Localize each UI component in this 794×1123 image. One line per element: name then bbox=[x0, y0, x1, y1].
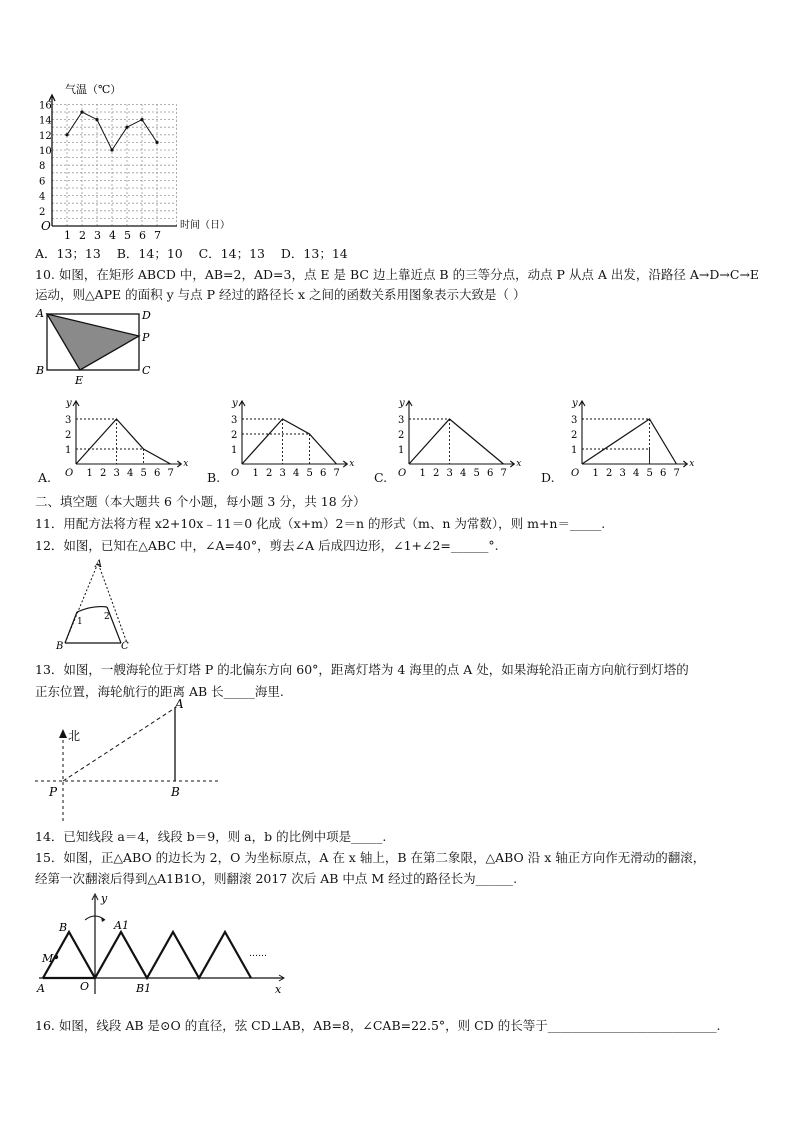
y-tick-label: 3 bbox=[398, 415, 405, 426]
data-point bbox=[125, 126, 128, 129]
x-tick-label: 5 bbox=[646, 468, 653, 479]
y-tick-label: 8 bbox=[39, 161, 46, 173]
function-graph bbox=[582, 419, 677, 464]
q16-text: 16. 如图，线段 AB 是⊙O 的直径，弦 CD⊥AB，AB=8，∠CAB=22.5°，则 CD 的长等于___________________________. bbox=[35, 1018, 721, 1033]
q13-text-line1: 13．如图，一艘海轮位于灯塔 P 的北偏东方向 60°，距离灯塔为 4 海里的点 A 处，如果海轮沿正南方向航行到灯塔的 bbox=[35, 662, 689, 677]
label-b1: B1 bbox=[136, 982, 152, 995]
x-tick-label: 1 bbox=[64, 229, 71, 242]
label-a: A bbox=[37, 982, 45, 995]
graph-axes bbox=[579, 401, 687, 467]
x-tick-label: 5 bbox=[473, 468, 480, 479]
y-tick-label: 3 bbox=[65, 415, 72, 426]
y-tick-label: 2 bbox=[231, 430, 238, 441]
q15-rolling-triangle-figure bbox=[35, 890, 295, 998]
label-2: 2 bbox=[104, 612, 110, 622]
y-tick-label: 1 bbox=[398, 445, 405, 456]
y-tick-label: 16 bbox=[39, 100, 52, 112]
label-b: B bbox=[171, 785, 180, 799]
x-tick-label: 7 bbox=[673, 468, 680, 479]
choice-d-label: D. bbox=[541, 470, 555, 485]
x-tick-labels bbox=[64, 229, 161, 242]
x-tick-label: 5 bbox=[124, 229, 131, 242]
x-axis-title: 时间（日） bbox=[180, 220, 230, 231]
y-tick-label: 2 bbox=[571, 430, 578, 441]
x-tick-label: 1 bbox=[86, 468, 93, 479]
label-c: C bbox=[121, 641, 129, 652]
q10-graph-c bbox=[395, 396, 520, 481]
label-b: B bbox=[56, 641, 64, 652]
x-tick-label: 2 bbox=[433, 468, 440, 479]
choice-b-label: B. bbox=[207, 470, 221, 485]
x-tick-label: 2 bbox=[79, 229, 86, 242]
function-graph bbox=[76, 419, 171, 464]
data-point bbox=[95, 118, 98, 121]
label-o: O bbox=[80, 980, 90, 993]
x-tick-label: 1 bbox=[419, 468, 426, 479]
continuation-dots: …… bbox=[249, 949, 267, 959]
q10-rectangle-figure bbox=[35, 306, 165, 388]
label-b: B bbox=[36, 364, 45, 377]
label-p: P bbox=[49, 785, 58, 799]
x-tick-label: 7 bbox=[500, 468, 507, 479]
data-point bbox=[140, 118, 143, 121]
y-tick-label: 3 bbox=[571, 415, 578, 426]
x-tick-label: 3 bbox=[113, 468, 120, 479]
label-a: A bbox=[36, 307, 44, 320]
label-c: C bbox=[142, 364, 151, 377]
origin-label: O bbox=[571, 468, 580, 479]
x-tick-label: 3 bbox=[279, 468, 286, 479]
triangle-ape bbox=[47, 314, 139, 370]
y-axis-label: y bbox=[66, 398, 72, 409]
y-tick-label: 6 bbox=[39, 176, 46, 188]
x-tick-label: 5 bbox=[140, 468, 147, 479]
y-axis-label: y bbox=[572, 398, 578, 409]
x-tick-label: 7 bbox=[154, 229, 161, 242]
x-tick-label: 3 bbox=[94, 229, 101, 242]
x-tick-label: 6 bbox=[139, 229, 146, 242]
q12-triangle-figure bbox=[55, 557, 135, 652]
graph-axes bbox=[73, 401, 181, 467]
data-point bbox=[65, 133, 68, 136]
q12-text: 12．如图，已知在△ABC 中，∠A=40°，剪去∠A 后成四边形，∠1+∠2=______°. bbox=[35, 538, 499, 553]
x-tick-label: 4 bbox=[127, 468, 134, 479]
label-a1: A1 bbox=[114, 919, 129, 932]
point-m bbox=[54, 955, 58, 959]
y-tick-label: 1 bbox=[65, 445, 72, 456]
x-axis-label: x bbox=[689, 459, 695, 469]
x-tick-label: 7 bbox=[167, 468, 174, 479]
x-tick-label: 2 bbox=[606, 468, 613, 479]
y-tick-label: 2 bbox=[39, 206, 46, 218]
temperature-line-chart bbox=[35, 78, 235, 242]
q11-text: 11．用配方法将方程 x2+10x﹣11＝0 化成（x+m）2＝n 的形式（m、n 为常数），则 m+n＝_____. bbox=[35, 516, 606, 531]
x-tick-label: 2 bbox=[266, 468, 273, 479]
x-tick-label: 6 bbox=[320, 468, 327, 479]
y-tick-label: 14 bbox=[39, 115, 52, 127]
label-e: E bbox=[75, 374, 84, 387]
chart-axes bbox=[49, 95, 177, 226]
label-m: M bbox=[42, 952, 54, 965]
section-heading: 二、填空题（本大题共 6 个小题，每小题 3 分，共 18 分） bbox=[35, 494, 366, 509]
graph-axes bbox=[406, 401, 514, 467]
x-axis-label: x bbox=[516, 459, 522, 469]
x-tick-label: 4 bbox=[109, 229, 116, 242]
origin-label: O bbox=[398, 468, 407, 479]
q10-graph-a bbox=[62, 396, 187, 481]
north-arrow-icon bbox=[59, 729, 67, 738]
label-a: A bbox=[175, 697, 184, 711]
x-tick-label: 1 bbox=[592, 468, 599, 479]
label-x: x bbox=[275, 983, 282, 996]
data-point bbox=[155, 141, 158, 144]
origin-label: O bbox=[231, 468, 240, 479]
label-d: D bbox=[142, 309, 151, 322]
y-axis-label: y bbox=[232, 398, 238, 409]
y-tick-label: 1 bbox=[571, 445, 578, 456]
x-tick-label: 3 bbox=[619, 468, 626, 479]
x-axis-label: x bbox=[349, 459, 355, 469]
x-tick-label: 5 bbox=[306, 468, 313, 479]
origin-label: O bbox=[65, 468, 74, 479]
label-p: P bbox=[142, 331, 150, 344]
q15-text-line2: 经第一次翻滚后得到△A1B1O，则翻滚 2017 次后 AB 中点 M 经过的路径长为______. bbox=[35, 871, 518, 886]
y-tick-label: 12 bbox=[39, 130, 52, 142]
choice-c-label: C. bbox=[374, 470, 388, 485]
function-graph bbox=[242, 419, 337, 464]
zigzag-path bbox=[43, 932, 251, 978]
q10-text-line1: 10. 如图，在矩形 ABCD 中，AB=2，AD=3，点 E 是 BC 边上靠近点 B 的三等分点，动点 P 从点 A 出发，沿路径 A→D→C→E bbox=[35, 267, 760, 282]
y-tick-label: 2 bbox=[65, 430, 72, 441]
y-tick-label: 2 bbox=[398, 430, 405, 441]
x-tick-label: 3 bbox=[446, 468, 453, 479]
x-tick-label: 7 bbox=[333, 468, 340, 479]
q10-text-line2: 运动，则△APE 的面积 y 与点 P 经过的路径长 x 之间的函数关系用图象表示大致是（ ） bbox=[35, 287, 526, 302]
data-point bbox=[80, 110, 83, 113]
label-b: B bbox=[59, 921, 68, 934]
x-tick-label: 4 bbox=[460, 468, 467, 479]
q13-text-line2: 正东位置，海轮航行的距离 AB 长_____海里. bbox=[35, 684, 284, 699]
chart-grid bbox=[52, 104, 177, 226]
q10-graph-b bbox=[228, 396, 353, 481]
y-axis-label: y bbox=[399, 398, 405, 409]
x-tick-label: 6 bbox=[660, 468, 667, 479]
x-axis-label: x bbox=[183, 459, 189, 469]
x-tick-label: 1 bbox=[252, 468, 259, 479]
origin-label: O bbox=[41, 219, 51, 233]
data-point bbox=[110, 148, 113, 151]
q15-text-line1: 15．如图，正△ABO 的边长为 2，O 为坐标原点，A 在 x 轴上，B 在第二象限，△ABO 沿 x 轴正方向作无滑动的翻滚， bbox=[35, 850, 706, 865]
x-tick-label: 6 bbox=[154, 468, 161, 479]
y-axis-title: 气温（℃） bbox=[65, 83, 122, 96]
y-tick-label: 10 bbox=[39, 146, 52, 157]
y-tick-label: 1 bbox=[231, 445, 238, 456]
label-1: 1 bbox=[77, 617, 83, 627]
x-tick-label: 6 bbox=[487, 468, 494, 479]
q13-bearing-figure bbox=[35, 696, 225, 826]
north-label: 北 bbox=[68, 729, 81, 743]
y-tick-labels bbox=[39, 100, 52, 217]
x-tick-label: 2 bbox=[100, 468, 107, 479]
q9-options: A．13；13 B．14；10 C．14；13 D．13；14 bbox=[35, 246, 348, 261]
label-y: y bbox=[101, 892, 108, 905]
q10-graph-d bbox=[568, 396, 693, 481]
label-a: A bbox=[95, 559, 103, 570]
x-tick-label: 4 bbox=[293, 468, 300, 479]
choice-a-label: A. bbox=[38, 470, 52, 485]
function-graph bbox=[409, 419, 504, 464]
y-tick-label: 3 bbox=[231, 415, 238, 426]
x-tick-label: 4 bbox=[633, 468, 640, 479]
y-tick-label: 4 bbox=[39, 191, 46, 203]
q14-text: 14．已知线段 a＝4，线段 b＝9，则 a，b 的比例中项是_____. bbox=[35, 829, 387, 844]
